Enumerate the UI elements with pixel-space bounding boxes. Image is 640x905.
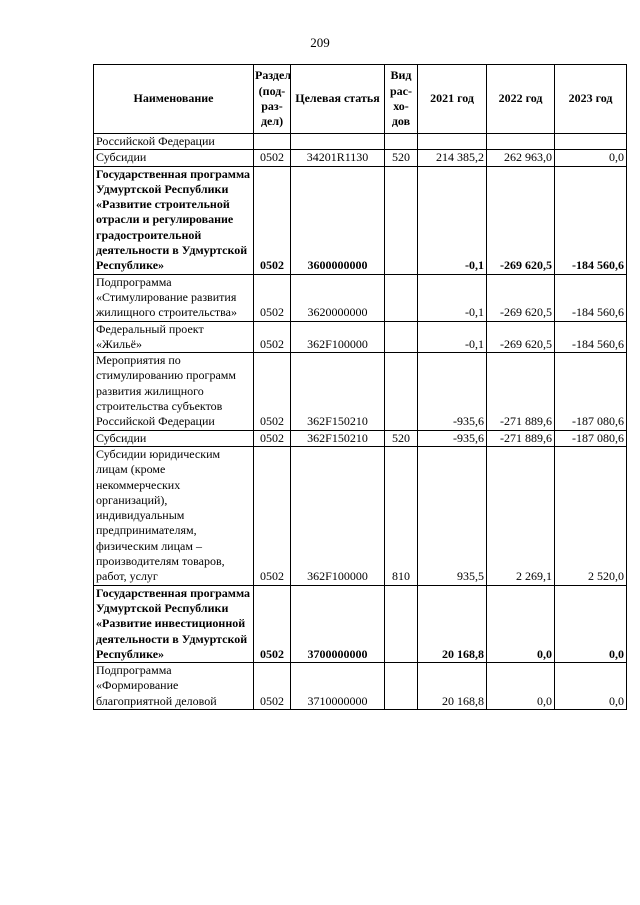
row-2021 [418,134,487,150]
header-section: Раздел (под-раз-дел) [254,65,291,134]
header-2021: 2021 год [418,65,487,134]
row-2021: -935,6 [418,353,487,430]
table-row [94,585,627,662]
row-2023: -184 560,6 [555,166,627,274]
row-target: 3700000000 [291,585,385,662]
row-target: 362F100000 [291,446,385,585]
row-name: Федеральный проект «Жильё» [94,321,254,353]
row-2021: -0,1 [418,274,487,321]
table-row [94,353,627,430]
table-row [94,321,627,353]
budget-table [93,64,627,710]
row-section: 0502 [254,446,291,585]
table-header-row [94,65,627,134]
row-target [291,134,385,150]
header-2023: 2023 год [555,65,627,134]
table-row [94,274,627,321]
row-2023: -184 560,6 [555,274,627,321]
header-2022: 2022 год [487,65,555,134]
row-type [385,585,418,662]
row-2023: 0,0 [555,663,627,710]
row-2023: 0,0 [555,150,627,166]
row-2022: 262 963,0 [487,150,555,166]
row-target: 34201R1130 [291,150,385,166]
row-2021: -0,1 [418,166,487,274]
row-2023: -184 560,6 [555,321,627,353]
row-name: Субсидии юридическим лицам (кроме некоммерческих организаций), индивидуальным предпринимателям, физическим лицам – производителям товаров, работ, услуг [94,446,254,585]
row-2022: 0,0 [487,585,555,662]
table-row [94,430,627,446]
row-section: 0502 [254,150,291,166]
table-row [94,166,627,274]
row-2021: -935,6 [418,430,487,446]
row-2022: -271 889,6 [487,430,555,446]
row-2021: 935,5 [418,446,487,585]
row-section [254,134,291,150]
row-target: 362F100000 [291,321,385,353]
row-type [385,134,418,150]
row-2023 [555,134,627,150]
row-2022: -269 620,5 [487,321,555,353]
row-type [385,663,418,710]
row-2021: 20 168,8 [418,585,487,662]
row-name: Субсидии [94,430,254,446]
table-row [94,150,627,166]
row-target: 3710000000 [291,663,385,710]
row-section: 0502 [254,166,291,274]
row-type: 520 [385,150,418,166]
table-row [94,134,627,150]
row-2023: -187 080,6 [555,430,627,446]
row-name: Российской Федерации [94,134,254,150]
row-2022: -271 889,6 [487,353,555,430]
row-target: 362F150210 [291,353,385,430]
table-row [94,663,627,710]
row-type: 520 [385,430,418,446]
row-name: Подпрограмма «Формирование благоприятной деловой [94,663,254,710]
row-type [385,274,418,321]
row-2022: 0,0 [487,663,555,710]
row-section: 0502 [254,585,291,662]
row-section: 0502 [254,663,291,710]
row-section: 0502 [254,353,291,430]
row-name: Государственная программа Удмуртской Республики «Развитие инвестиционной деятельности в Удмуртской Республике» [94,585,254,662]
row-type [385,321,418,353]
header-target: Целевая статья [291,65,385,134]
row-2021: -0,1 [418,321,487,353]
row-2023: -187 080,6 [555,353,627,430]
header-expense-type: Вид рас-хо-дов [385,65,418,134]
row-type [385,166,418,274]
page-number: 209 [310,35,330,50]
header-name: Наименование [94,65,254,134]
row-target: 3600000000 [291,166,385,274]
row-type: 810 [385,446,418,585]
table-row [94,446,627,585]
row-2022 [487,134,555,150]
row-name: Государственная программа Удмуртской Республики «Развитие строительной отрасли и регулирование градостроительной деятельности в Удмуртской Республике» [94,166,254,274]
row-2022: -269 620,5 [487,274,555,321]
row-name: Подпрограмма «Стимулирование развития жилищного строительства» [94,274,254,321]
row-target: 362F150210 [291,430,385,446]
row-section: 0502 [254,321,291,353]
row-2023: 2 520,0 [555,446,627,585]
row-section: 0502 [254,430,291,446]
row-name: Субсидии [94,150,254,166]
row-2023: 0,0 [555,585,627,662]
row-section: 0502 [254,274,291,321]
row-target: 3620000000 [291,274,385,321]
row-2021: 20 168,8 [418,663,487,710]
row-2021: 214 385,2 [418,150,487,166]
row-type [385,353,418,430]
row-name: Мероприятия по стимулированию программ развития жилищного строительства субъектов Российской Федерации [94,353,254,430]
row-2022: 2 269,1 [487,446,555,585]
row-2022: -269 620,5 [487,166,555,274]
